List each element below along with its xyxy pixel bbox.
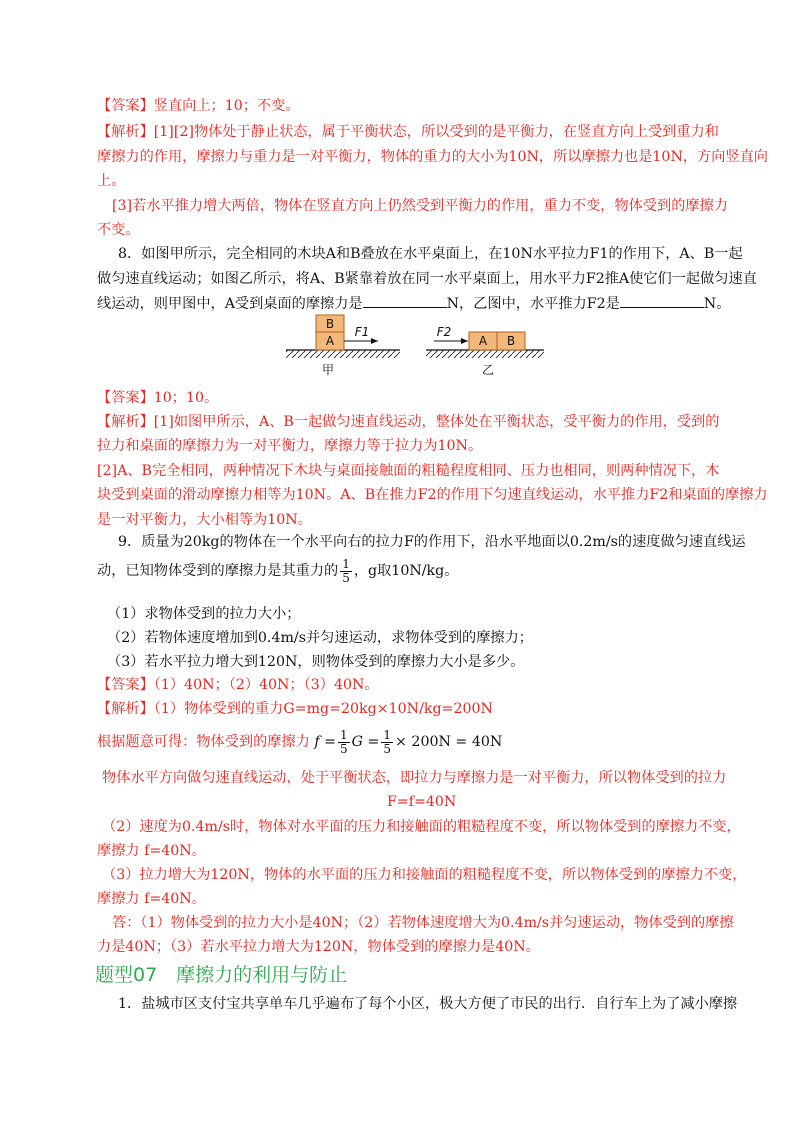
- ground-right-hatch: [426, 350, 544, 358]
- q8-analysis-line-1: 【解析】[1]如图甲所示，A、B一起做匀速直线运动，整体处在平衡状态，受平衡力的作用，受到的: [97, 414, 720, 430]
- answer-blank-1: [363, 293, 447, 308]
- q9-analysis-line-3: 物体水平方向做匀速直线运动，处于平衡状态，即拉力与摩擦力是一对平衡力，所以物体受到的拉力: [102, 770, 727, 786]
- block-a-label: A: [325, 334, 335, 348]
- next-question-line-1: 1．盐城市区支付宝共享单车几乎遍布了每个小区，极大方便了市民的出行．自行车上为了减小摩擦: [118, 996, 738, 1012]
- q8-analysis-line-2: 拉力和桌面的摩擦力为一对平衡力，摩擦力等于拉力为10N。: [97, 438, 483, 454]
- q9-reply-line-2: 力是40N；（3）若水平拉力增大为120N，物体受到的摩擦力是40N。: [97, 939, 540, 955]
- block-friction-figure: [278, 312, 548, 380]
- caption-yi: 乙: [481, 363, 495, 377]
- block-a2-label: A: [478, 334, 488, 348]
- force-f2-label: F2: [436, 325, 452, 339]
- q8-analysis-line-5: 是一对平衡力，大小相等为10N。: [97, 512, 312, 528]
- q9-reply-line-1: 答：（1）物体受到的拉力大小是40N；（2）若物体速度增大为0.4m/s并匀速运动，物体受到的摩擦: [112, 915, 734, 931]
- q9-analysis-line-1: 【解析】（1）物体受到的重力G=mg=20kg×10N/kg=200N: [97, 701, 493, 717]
- q7-analysis-line-5: 不变。: [97, 222, 140, 238]
- q8-stem-line-3-part-c: N。: [703, 296, 731, 312]
- q9-analysis-line-8: 摩擦力 f=40N。: [97, 891, 206, 907]
- q7-answer: 【答案】竖直向上；10；不变。: [97, 98, 300, 114]
- equation-fraction-1: [338, 729, 350, 756]
- block-b-label: B: [325, 317, 335, 331]
- equation-fraction-2: [381, 729, 393, 756]
- q7-analysis-line-4: [3]若水平推力增大两倍，物体在竖直方向上仍然受到平衡力的作用，重力不变，物体受到的摩擦力: [112, 198, 728, 214]
- equation-fraction-2-denominator: 5: [383, 741, 392, 756]
- equation-fraction-1-numerator: 1: [340, 727, 348, 742]
- caption-jia: 甲: [321, 363, 335, 377]
- q9-analysis-line-4: F=f=40N: [387, 794, 457, 810]
- block-b2-label: B: [506, 334, 516, 348]
- q9-analysis-line-6: 摩擦力 f=40N。: [97, 843, 206, 859]
- section-heading: 题型07 摩擦力的利用与防止: [95, 964, 348, 986]
- q7-analysis-line-1: 【解析】[1][2]物体处于静止状态，属于平衡状态，所以受到的是平衡力，在竖直方向上受到重力和: [97, 124, 719, 140]
- q8-stem-line-1: 8．如图甲所示，完全相同的木块A和B叠放在水平桌面上，在10N水平拉力F1的作用下，A、B一起: [118, 246, 743, 262]
- force-f1-label: F1: [354, 325, 370, 339]
- fraction-one-fifth: [340, 558, 352, 585]
- equation-fraction-1-denominator: 5: [340, 741, 348, 756]
- q9-analysis-line-5: （2）速度为0.4m/s时，物体对水平面的压力和接触面的粗糙程度不变，所以物体受到的摩擦力不变，: [102, 819, 741, 835]
- q9-stem-line-2: [97, 556, 458, 586]
- q9-analysis-line-2-text: 根据题意可得：物体受到的摩擦力: [97, 734, 310, 750]
- q9-analysis-line-7: （3）拉力增大为120N，物体的水平面的压力和接触面的粗糙程度不变，所以物体受到的摩擦力不变，: [102, 867, 747, 883]
- equation-g: G =: [351, 734, 380, 750]
- q8-answer: 【答案】10；10。: [97, 390, 219, 406]
- q9-stem-line-1: 9．质量为20kg的物体在一个水平向右的拉力F的作用下，沿水平地面以0.2m/s的速度做匀速直线运: [118, 534, 746, 550]
- q9-subquestion-1: （1）求物体受到的拉力大小；: [107, 606, 301, 622]
- q9-stem-line-2-part-b: ，g取10N/kg。: [353, 563, 459, 579]
- equation-fraction-2-numerator: 1: [383, 727, 392, 742]
- q9-analysis-line-2: [97, 725, 502, 759]
- q8-stem-line-3-part-b: N，乙图中，水平推力F2是: [446, 296, 620, 312]
- q8-stem-line-2: 做匀速直线运动；如图乙所示，将A、B紧靠着放在同一水平桌面上，用水平力F2推A使它们一起做匀速直: [97, 271, 757, 287]
- ground-left-hatch: [286, 350, 400, 358]
- q7-analysis-line-3: 上。: [97, 173, 126, 189]
- q9-stem-line-2-part-a: 动，已知物体受到的摩擦力是其重力的: [97, 563, 339, 579]
- equation-f: f =: [314, 734, 336, 750]
- fraction-numerator: 1: [342, 556, 350, 571]
- q8-stem-line-3: [97, 293, 730, 314]
- equation-result: × 200N = 40N: [395, 734, 503, 750]
- q9-subquestion-3: （3）若水平拉力增大到120N，则物体受到的摩擦力大小是多少。: [107, 654, 525, 670]
- q8-analysis-line-3: [2]A、B完全相同，两种情况下木块与桌面接触面的粗糙程度相同、压力也相同，则两种情况下，木: [97, 463, 720, 479]
- q8-stem-line-3-part-a: 线运动，则甲图中，A受到桌面的摩擦力是: [97, 296, 363, 312]
- q9-subquestion-2: （2）若物体速度增加到0.4m/s并匀速运动，求物体受到的摩擦力；: [107, 630, 533, 646]
- answer-blank-2: [620, 293, 704, 308]
- q7-analysis-line-2: 摩擦力的作用，摩擦力与重力是一对平衡力，物体的重力的大小为10N，所以摩擦力也是10N，方向竖直向: [97, 149, 768, 165]
- q9-answer: 【答案】（1）40N；（2）40N；（3）40N。: [97, 677, 379, 693]
- q8-analysis-line-4: 块受到桌面的滑动摩擦力相等为10N。A、B在推力F2的作用下匀速直线运动，水平推力F2和桌面的摩擦力: [97, 487, 768, 503]
- fraction-denominator: 5: [342, 570, 350, 585]
